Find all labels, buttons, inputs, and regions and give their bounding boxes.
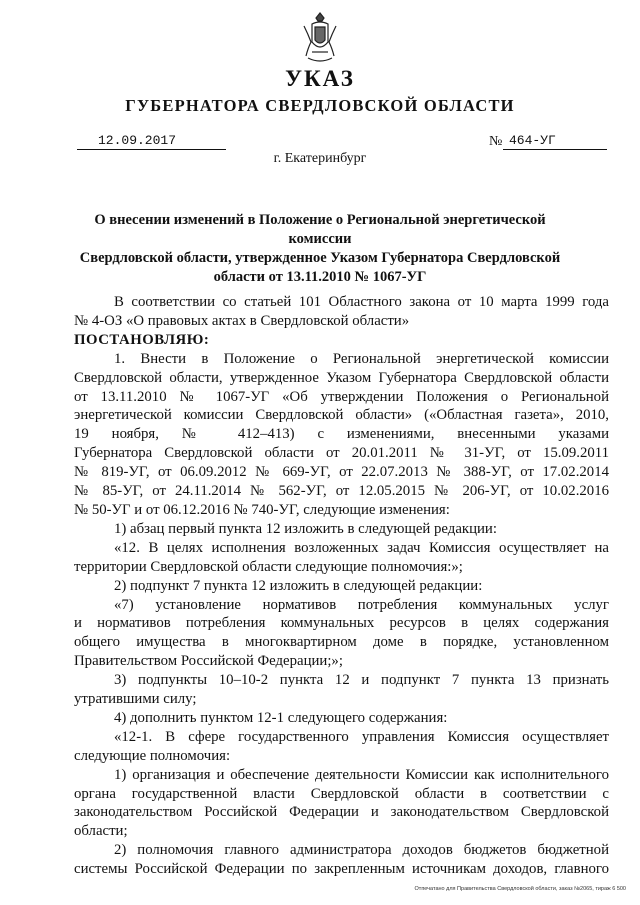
document-heading bbox=[70, 211, 570, 287]
body-line: 4) дополнить пунктом 12-1 следующего содержания: bbox=[114, 709, 448, 726]
body-line: области; bbox=[74, 823, 128, 840]
body-line: территории Свердловской области следующие полномочия:»; bbox=[74, 558, 463, 575]
document-date-field bbox=[77, 133, 226, 150]
body-line: № 50-УГ и от 06.12.2016 № 740-УГ, следующие изменения: bbox=[74, 501, 450, 518]
body-line: 1. Внести в Положение о Региональной энергетической комиссии bbox=[114, 350, 609, 367]
document-subtitle: ГУБЕРНАТОРА СВЕРДЛОВСКОЙ ОБЛАСТИ bbox=[125, 96, 515, 115]
document-number: 464-УГ bbox=[509, 133, 556, 148]
body-line: 2) полномочия главного администратора доходов бюджетов бюджетной bbox=[114, 842, 609, 859]
print-footer: Отпечатано для Правительства Свердловской области, заказ №2065, тираж 6 500 bbox=[414, 886, 626, 892]
body-line: «12-1. В сфере государственного управления Комиссия осуществляет bbox=[114, 728, 609, 745]
body-line: от 13.11.2010 № 1067-УГ «Об утверждении Положения о Региональной bbox=[74, 388, 609, 405]
body-line: Правительством Российской Федерации;»; bbox=[74, 653, 343, 670]
number-label: № bbox=[489, 134, 503, 149]
body-line: органа государственной власти Свердловской области в соответствии с bbox=[74, 785, 609, 802]
coat-of-arms-icon bbox=[302, 12, 338, 64]
body-line: № 4-ОЗ «О правовых актах в Свердловской области» bbox=[74, 312, 410, 329]
body-line: № 819-УГ, от 06.09.2012 № 669-УГ, от 22.07.2013 № 388-УГ, от 17.02.2014 bbox=[74, 464, 609, 481]
body-line: системы Российской Федерации по закрепленным источникам доходов, главного bbox=[74, 861, 609, 878]
document-body bbox=[74, 293, 609, 879]
city: г. Екатеринбург bbox=[273, 151, 367, 166]
body-line: и нормативов потребления коммунальных ресурсов в целях содержания bbox=[74, 615, 609, 632]
body-line: 19 ноября, № 412–413) с изменениями, внесенными указами bbox=[74, 426, 609, 443]
heading-line: О внесении изменений в Положение о Региональной энергетической комиссии bbox=[94, 212, 546, 247]
body-line: общего имущества в многоквартирном доме в порядке, установленном bbox=[74, 634, 609, 651]
document-date: 12.09.2017 bbox=[98, 133, 177, 148]
body-line: 3) подпункты 10–10-2 пункта 12 и подпункт 7 пункта 13 признать bbox=[114, 672, 609, 689]
body-line: ПОСТАНОВЛЯЮ: bbox=[74, 331, 210, 348]
body-line: 1) организация и обеспечение деятельности Комиссии как исполнительного bbox=[114, 766, 609, 783]
body-line: следующие полномочия: bbox=[74, 747, 231, 764]
body-line: «12. В целях исполнения возложенных задач Комиссия осуществляет на bbox=[114, 539, 609, 556]
body-line: 2) подпункт 7 пункта 12 изложить в следующей редакции: bbox=[114, 577, 483, 594]
body-line: энергетической комиссии Свердловской области» («Областная газета», 2010, bbox=[74, 407, 609, 424]
body-line: утратившими силу; bbox=[74, 691, 197, 708]
heading-line: Свердловской области, утвержденное Указом Губернатора Свердловской bbox=[79, 250, 561, 266]
body-line: № 85-УГ, от 24.11.2014 № 562-УГ, от 12.05.2015 № 206-УГ, от 10.02.2016 bbox=[74, 483, 609, 500]
document-number-field bbox=[503, 133, 607, 150]
heading-line: области от 13.11.2010 № 1067-УГ bbox=[213, 269, 427, 285]
body-line: В соответствии со статьей 101 Областного закона от 10 марта 1999 года bbox=[114, 294, 609, 310]
document-title: УКАЗ bbox=[285, 66, 355, 91]
body-line: «7) установление нормативов потребления коммунальных услуг bbox=[114, 596, 609, 613]
body-line: Свердловской области, утвержденное Указом Губернатора Свердловской области bbox=[74, 369, 609, 386]
body-line: Губернатора Свердловской области от 20.01.2011 № 31-УГ, от 15.09.2011 bbox=[74, 445, 609, 462]
body-line: законодательством Российской Федерации и законодательством Свердловской bbox=[74, 804, 609, 821]
body-line: 1) абзац первый пункта 12 изложить в следующей редакции: bbox=[114, 520, 497, 537]
